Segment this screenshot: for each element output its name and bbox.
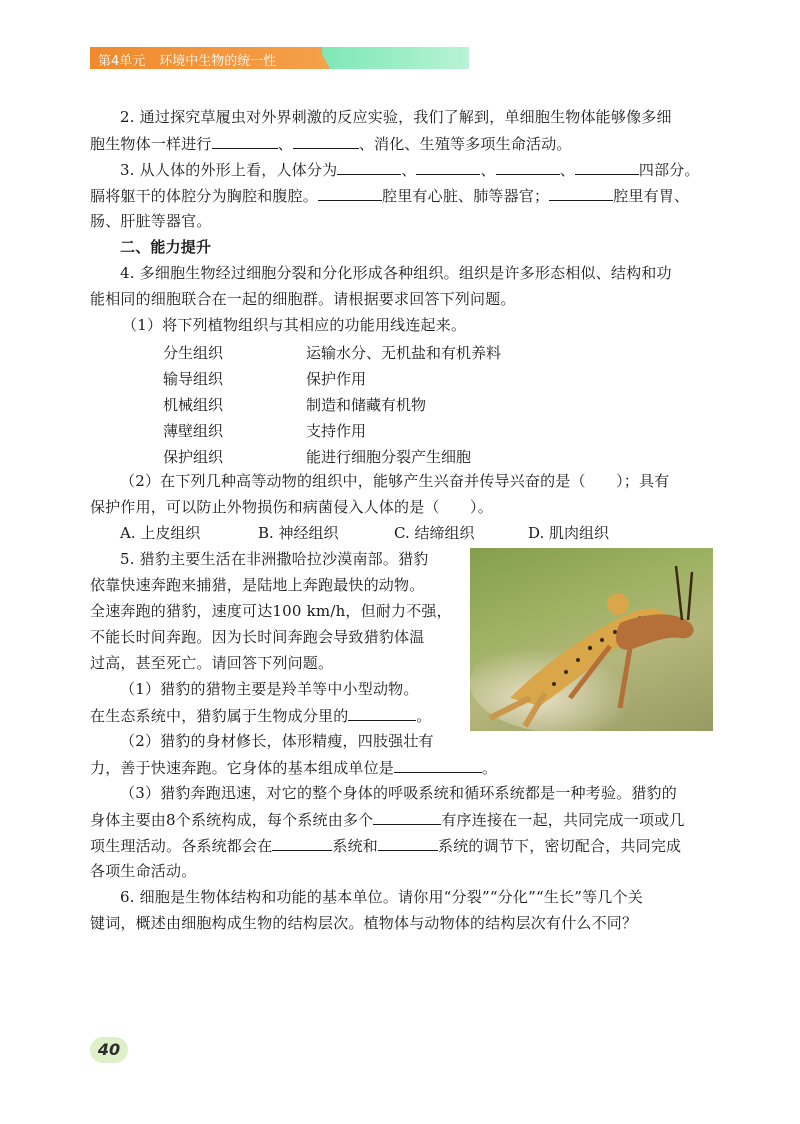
blank[interactable]: [394, 754, 482, 773]
text: 。: [416, 707, 432, 725]
q5-sub3-line3: [90, 832, 681, 859]
text: 项生理活动。各系统都会在: [90, 837, 273, 855]
q5-line1: 5. 猎豹主要生活在非洲撒哈拉沙漠南部。猎豹: [120, 550, 429, 568]
q4-line2: 能相同的细胞联合在一起的细胞群。请根据要求回答下列问题。: [90, 290, 516, 308]
function-label[interactable]: 能进行细胞分裂产生细胞: [306, 448, 472, 466]
option-c[interactable]: C. 结缔组织: [394, 524, 475, 542]
tissue-label[interactable]: 输导组织: [163, 370, 224, 388]
match-row: [163, 418, 501, 444]
answer-options: [120, 522, 609, 544]
header-text: [98, 50, 290, 69]
blank[interactable]: [496, 156, 560, 175]
q4-sub2-line2: 保护作用，可以防止外物损伤和病菌侵入人体的是（ ）。: [90, 498, 493, 516]
blank[interactable]: [293, 130, 359, 149]
q4-sub2-line1: （2）在下列几种高等动物的组织中，能够产生兴奋并传导兴奋的是（ ）；具有: [120, 472, 670, 490]
text: 、消化、生殖等多项生命活动。: [358, 135, 572, 153]
cheetah-gazelle-illustration: [470, 548, 713, 731]
text: 、: [401, 161, 417, 179]
text: 、: [277, 135, 293, 153]
q5-sub2-line1: （2）猎豹的身材修长，体形精瘦，四肢强壮有: [120, 732, 434, 750]
match-row: [163, 392, 501, 418]
blank[interactable]: [378, 832, 438, 851]
option-d[interactable]: D. 肌肉组织: [528, 524, 610, 542]
function-label[interactable]: 支持作用: [306, 422, 367, 440]
q5-sub3-line4: 各项生命活动。: [90, 862, 197, 880]
q4-sub1: （1）将下列植物组织与其相应的功能用线连起来。: [122, 316, 467, 334]
tissue-label[interactable]: 分生组织: [163, 344, 224, 362]
q3-line3: 肠、肝脏等器官。: [90, 212, 212, 230]
blank[interactable]: [272, 832, 332, 851]
blank[interactable]: [348, 702, 416, 721]
match-row: [163, 444, 501, 470]
tissue-label[interactable]: 薄壁组织: [163, 422, 224, 440]
cheetah-photo: [470, 548, 713, 731]
text: 3. 从人体的外形上看，人体分为: [120, 161, 338, 179]
blank[interactable]: [373, 806, 441, 825]
function-label[interactable]: 保护作用: [306, 370, 367, 388]
blank[interactable]: [575, 156, 639, 175]
text: 有序连接在一起，共同完成一项或几: [441, 811, 685, 829]
q5-line2: 依靠快速奔跑来捕猎，是陆地上奔跑最快的动物。: [90, 576, 425, 594]
match-row: [163, 366, 501, 392]
q5-sub1-line1: （1）猎豹的猎物主要是羚羊等中小型动物。: [120, 680, 419, 698]
text: 腔里有胃、: [613, 187, 690, 205]
q5-sub1-line2: [90, 702, 432, 729]
q3-line1: [120, 156, 700, 183]
q5-line4: 不能长时间奔跑。因为长时间奔跑会导致猎豹体温: [90, 628, 425, 646]
q2-line1: 2. 通过探究草履虫对外界刺激的反应实验，我们了解到，单细胞生物体能够像多细: [120, 108, 672, 126]
tissue-label[interactable]: 机械组织: [163, 396, 224, 414]
blank[interactable]: [212, 130, 278, 149]
blank[interactable]: [416, 156, 480, 175]
text: 、: [480, 161, 496, 179]
unit-header: [90, 47, 469, 69]
text: 身体主要由8个系统构成，每个系统由多个: [90, 811, 374, 829]
header-divider: [318, 47, 330, 69]
text: 胞生物体一样进行: [90, 135, 212, 153]
match-row: [163, 340, 501, 366]
text: 系统和: [332, 837, 379, 855]
text: 、: [559, 161, 575, 179]
q5-sub3-line1: （3）猎豹奔跑迅速，对它的整个身体的呼吸系统和循环系统都是一种考验。猎豹的: [120, 784, 677, 802]
function-label[interactable]: 运输水分、无机盐和有机养料: [306, 344, 502, 362]
q5-sub3-line2: [90, 806, 685, 833]
q4-line1: 4. 多细胞生物经过细胞分裂和分化形成各种组织。组织是许多形态相似、结构和功: [120, 264, 672, 282]
page-number: 40: [90, 1037, 128, 1063]
unit-title: 环境中生物的统一性: [159, 54, 277, 69]
q6-line1: 6. 细胞是生物体结构和功能的基本单位。请你用“分裂”“分化”“生长”等几个关: [120, 888, 643, 906]
text: 。: [482, 759, 498, 777]
unit-label: 第4单元: [98, 54, 146, 69]
q5-sub2-line2: [90, 754, 497, 781]
q3-line2: [90, 182, 689, 209]
blank[interactable]: [318, 182, 382, 201]
section-heading: 二、能力提升: [120, 238, 212, 256]
header-green-band: [322, 47, 469, 69]
text: 腔里有心脏、肺等器官；: [382, 187, 550, 205]
blank[interactable]: [549, 182, 613, 201]
option-a[interactable]: A. 上皮组织: [120, 524, 201, 542]
text: 在生态系统中，猎豹属于生物成分里的: [90, 707, 349, 725]
q2-line2: [90, 130, 572, 157]
q5-line3: 全速奔跑的猎豹，速度可达100 km/h，但耐力不强，: [90, 602, 452, 620]
matching-table: [163, 340, 501, 470]
text: 四部分。: [638, 161, 700, 179]
q6-line2: 键词，概述由细胞构成生物的结构层次。植物体与动物体的结构层次有什么不同？: [90, 914, 638, 932]
tissue-label[interactable]: 保护组织: [163, 448, 224, 466]
function-label[interactable]: 制造和储藏有机物: [306, 396, 427, 414]
blank[interactable]: [337, 156, 401, 175]
text: 膈将躯干的体腔分为胸腔和腹腔。: [90, 187, 319, 205]
q5-line5: 过高，甚至死亡。请回答下列问题。: [90, 654, 334, 672]
text: 力，善于快速奔跑。它身体的基本组成单位是: [90, 759, 395, 777]
text: 系统的调节下，密切配合，共同完成: [438, 837, 682, 855]
option-b[interactable]: B. 神经组织: [258, 524, 339, 542]
